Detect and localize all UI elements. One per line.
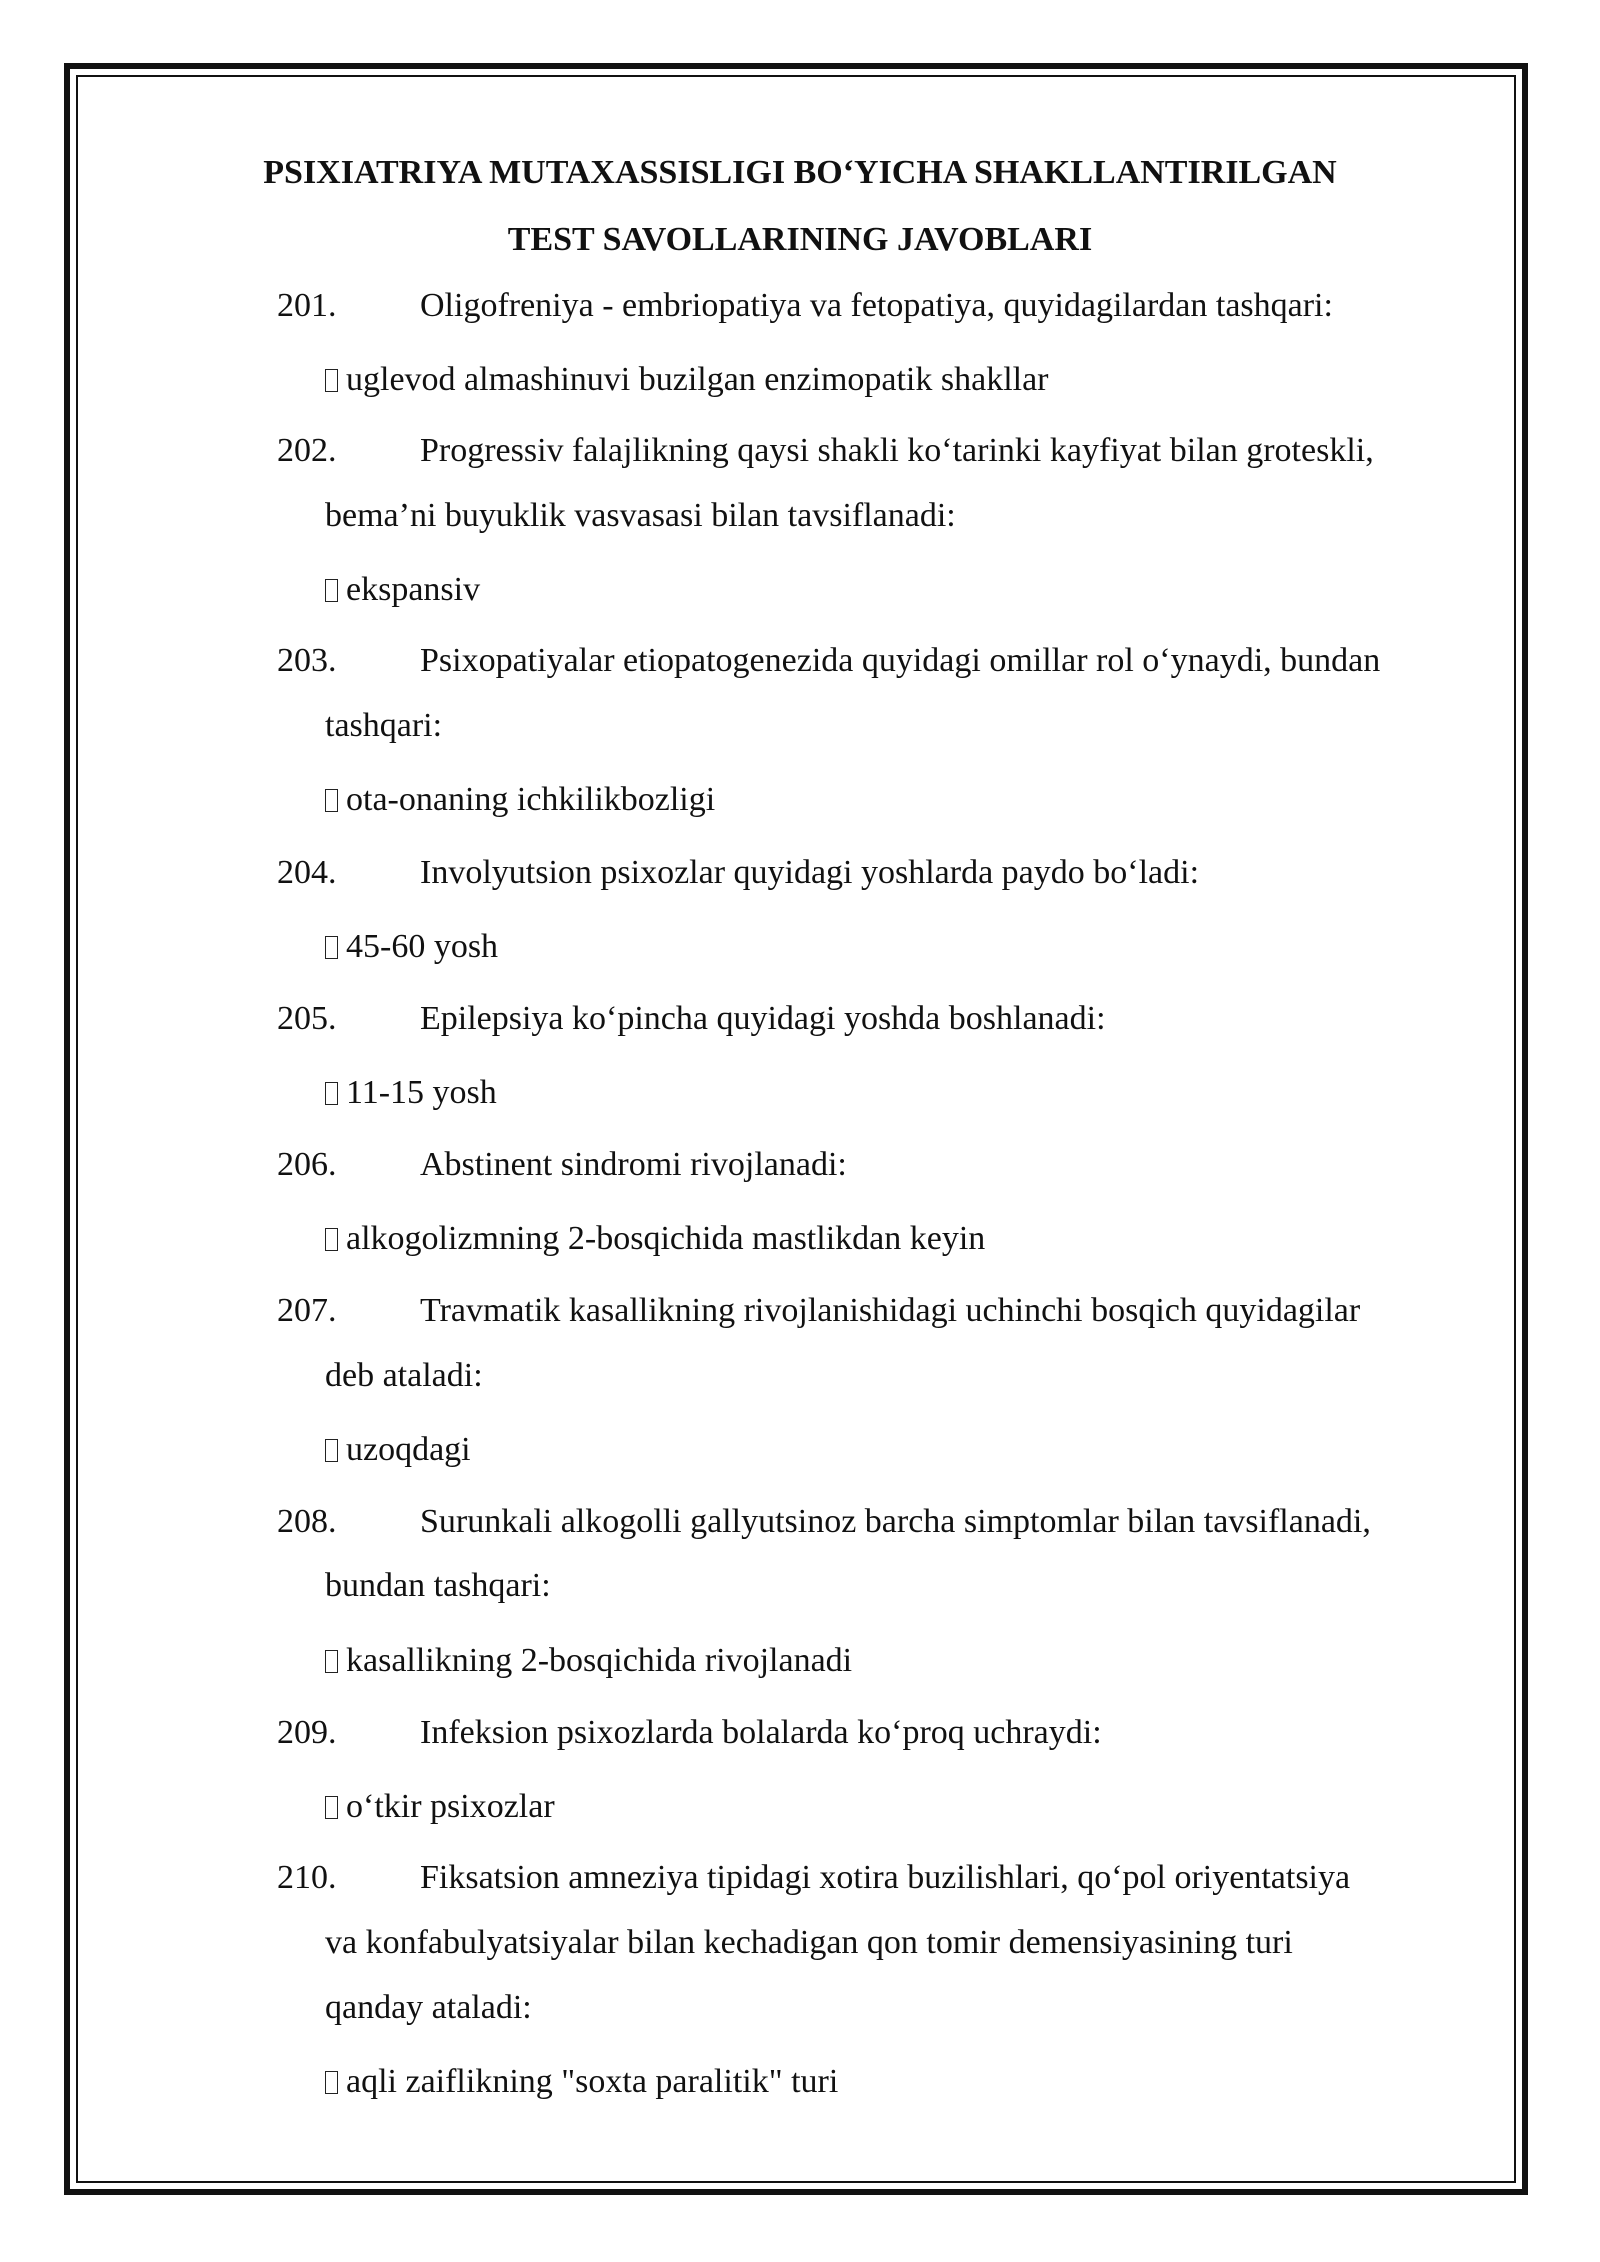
question-number: 203.	[277, 642, 337, 679]
question-text: Involyutsion psixozlar quyidagi yoshlarda paydo bo‘ladi:	[420, 854, 1200, 891]
answer-text: 11-15 yosh	[346, 1074, 497, 1111]
question-text: Psixopatiyalar etiopatogenezida quyidagi omillar rol o‘ynaydi, bundan	[420, 642, 1381, 679]
question-number: 210.	[277, 1859, 337, 1896]
answer-line	[325, 1641, 852, 1681]
question-text-continuation: deb ataladi:	[325, 1357, 483, 1394]
answer-line	[325, 1787, 555, 1827]
question-number: 202.	[277, 432, 337, 469]
question-text-continuation: tashqari:	[325, 707, 443, 744]
answer-text: 45-60 yosh	[346, 928, 499, 965]
answer-text: uzoqdagi	[346, 1431, 471, 1468]
answer-marker-icon	[325, 1796, 338, 1819]
answer-marker-icon	[325, 1228, 338, 1251]
answer-marker-icon	[325, 579, 338, 602]
question-number: 201.	[277, 287, 337, 324]
answer-marker-icon	[325, 369, 338, 392]
question-text: Fiksatsion amneziya tipidagi xotira buzilishlari, qo‘pol oriyentatsiya	[420, 1859, 1351, 1896]
question-text: Progressiv falajlikning qaysi shakli ko‘tarinki kayfiyat bilan groteskli,	[420, 432, 1374, 469]
document-title-line-1: PSIXIATRIYA MUTAXASSISLIGI BO‘YICHA SHAKLLANTIRILGAN	[263, 154, 1337, 191]
question-number: 207.	[277, 1292, 337, 1329]
question-number: 204.	[277, 854, 337, 891]
answer-text: o‘tkir psixozlar	[346, 1788, 555, 1825]
question-text: Surunkali alkogolli gallyutsinoz barcha simptomlar bilan tavsiflanadi,	[420, 1503, 1371, 1540]
answer-marker-icon	[325, 1650, 338, 1673]
answer-line	[325, 360, 1049, 400]
question-text-continuation: qanday ataladi:	[325, 1989, 532, 2026]
question-text-continuation: bema’ni buyuklik vasvasasi bilan tavsiflanadi:	[325, 497, 956, 534]
question-number: 209.	[277, 1714, 337, 1751]
answer-text: uglevod almashinuvi buzilgan enzimopatik shakllar	[346, 361, 1049, 398]
answer-text: aqli zaiflikning "soxta paralitik" turi	[346, 2063, 839, 2100]
answer-marker-icon	[325, 1082, 338, 1105]
answer-line	[325, 927, 498, 967]
question-text-continuation: va konfabulyatsiyalar bilan kechadigan qon tomir demensiyasining turi	[325, 1924, 1293, 1961]
question-text: Infeksion psixozlarda bolalarda ko‘proq uchraydi:	[420, 1714, 1102, 1751]
question-text: Abstinent sindromi rivojlanadi:	[420, 1146, 847, 1183]
answer-text: kasallikning 2-bosqichida rivojlanadi	[346, 1642, 853, 1679]
answer-line	[325, 1073, 497, 1113]
document-title-line-2: TEST SAVOLLARINING JAVOBLARI	[507, 221, 1093, 258]
answer-text: ekspansiv	[346, 571, 481, 608]
answer-line	[325, 1430, 471, 1470]
question-number: 208.	[277, 1503, 337, 1540]
answer-marker-icon	[325, 936, 338, 959]
answer-line	[325, 2062, 838, 2102]
question-text: Epilepsiya ko‘pincha quyidagi yoshda boshlanadi:	[420, 1000, 1106, 1037]
answer-marker-icon	[325, 2071, 338, 2094]
answer-text: alkogolizmning 2-bosqichida mastlikdan keyin	[346, 1220, 986, 1257]
answer-line	[325, 1219, 985, 1259]
answer-text: ota-onaning ichkilikbozligi	[346, 781, 716, 818]
question-text: Travmatik kasallikning rivojlanishidagi uchinchi bosqich quyidagilar	[420, 1292, 1361, 1329]
answer-marker-icon	[325, 1439, 338, 1462]
question-text: Oligofreniya - embriopatiya va fetopatiya, quyidagilardan tashqari:	[420, 287, 1333, 324]
question-number: 206.	[277, 1146, 337, 1183]
question-text-continuation: bundan tashqari:	[325, 1567, 551, 1604]
answer-line	[325, 570, 480, 610]
answer-line	[325, 780, 715, 820]
answer-marker-icon	[325, 789, 338, 812]
question-number: 205.	[277, 1000, 337, 1037]
